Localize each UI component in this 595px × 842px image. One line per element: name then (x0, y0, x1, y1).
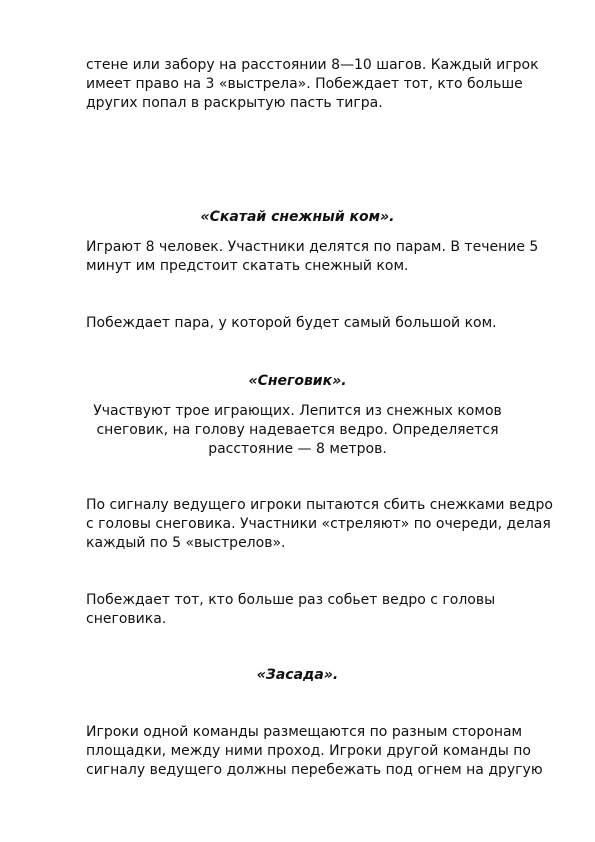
snowman-para3-line-1: Побеждает тот, кто больше раз собьет ведро с головы (86, 592, 496, 608)
snowman-para1-line-1: Участвуют трое играющих. Лепится из снежных комов (93, 403, 502, 419)
ambush-para1-line-1: Игроки одной команды размещаются по разным сторонам (86, 724, 523, 740)
snowman-para1-line-3: расстояние — 8 метров. (208, 441, 387, 457)
intro-line-1: стене или забору на расстоянии 8—10 шагов. Каждый игрок (86, 57, 539, 73)
snowman-para2-line-3: каждый по 5 «выстрелов». (86, 535, 286, 551)
intro-line-2: имеет право на 3 «выстрела». Побеждает тот, кто больше (86, 76, 523, 92)
section-title-snowball: «Скатай снежный ком». (200, 209, 395, 225)
snowball-para2-line-1: Побеждает пара, у которой будет самый большой ком. (86, 315, 497, 331)
section-title-snowman: «Снеговик». (248, 373, 347, 389)
ambush-para1-line-3: сигналу ведущего должны перебежать под огнем на другую (86, 762, 543, 778)
ambush-para1-line-2: площадки, между ними проход. Игроки другой команды по (86, 743, 531, 759)
snowball-para1-line-1: Играют 8 человек. Участники делятся по парам. В течение 5 (86, 239, 539, 255)
intro-line-3: других попал в раскрытую пасть тигра. (86, 95, 383, 111)
snowman-para1-line-2: снеговик, на голову надевается ведро. Определяется (96, 422, 499, 438)
snowman-para3-line-2: снеговика. (86, 611, 167, 627)
snowman-para2-line-1: По сигналу ведущего игроки пытаются сбить снежками ведро (86, 497, 553, 513)
snowman-para2-line-2: с головы снеговика. Участники «стреляют» по очереди, делая (86, 516, 551, 532)
section-title-ambush: «Засада». (256, 667, 339, 683)
snowball-para1-line-2: минут им предстоит скатать снежный ком. (86, 258, 409, 274)
